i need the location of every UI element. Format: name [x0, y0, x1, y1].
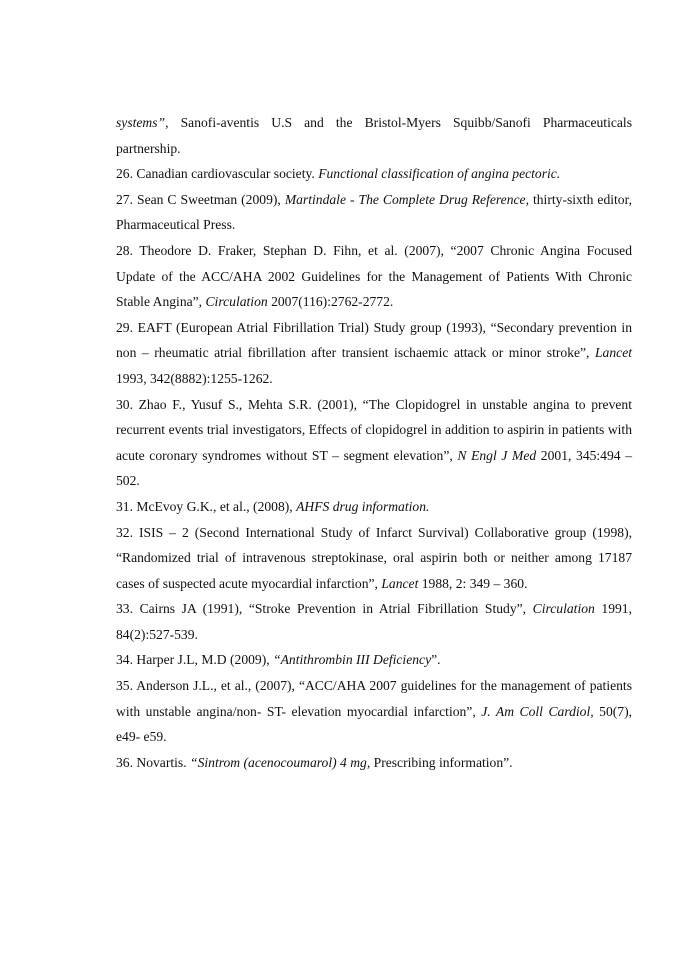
- reference-text: 36. Novartis.: [116, 754, 191, 770]
- reference-text: 50(7), e49- e59.: [116, 703, 632, 745]
- reference-36: [116, 750, 632, 776]
- reference-text: 1988, 2: 349 – 360.: [418, 575, 528, 591]
- reference-27: [116, 187, 632, 238]
- reference-text: 26. Canadian cardiovascular society.: [116, 166, 319, 182]
- reference-continuation: [116, 110, 632, 161]
- reference-34: [116, 647, 632, 673]
- reference-italic-text: Circulation: [205, 294, 268, 310]
- reference-text: 1991, 84(2):527-539.: [116, 601, 633, 642]
- reference-35: [116, 673, 632, 750]
- reference-list: [116, 110, 632, 775]
- reference-italic-text: Circulation: [532, 601, 595, 617]
- reference-italic-text: N Engl J Med: [457, 447, 537, 463]
- reference-italic-text: Functional classification of angina pectoric.: [318, 166, 561, 182]
- reference-text: , Prescribing information”.: [366, 754, 513, 770]
- reference-31: [116, 494, 632, 520]
- reference-italic-text: “Sintrom (acenocoumarol) 4 mg: [190, 754, 367, 770]
- reference-text: , thirty-sixth editor, Pharmaceutical Press.: [116, 191, 632, 233]
- reference-29: [116, 315, 632, 392]
- reference-italic-text: “Antithrombin III Deficiency: [273, 652, 432, 668]
- reference-italic-text: J. Am Coll Cardiol,: [481, 703, 594, 719]
- reference-italic-text: Lancet: [595, 345, 632, 361]
- reference-text: 2007(116):2762-2772.: [267, 294, 394, 310]
- reference-text: 33. Cairns JA (1991), “Stroke Prevention in Atrial Fibrillation Study”,: [116, 601, 533, 617]
- reference-text: 29. EAFT (European Atrial Fibrillation Trial) Study group (1993), “Secondary prevention in non – rheumatic atrial fibrillation after transient ischaemic attack or minor stroke”,: [116, 319, 632, 361]
- reference-30: [116, 392, 632, 494]
- reference-33: [116, 596, 632, 647]
- reference-text: 2001, 345:494 – 502.: [116, 447, 632, 489]
- reference-text: 28. Theodore D. Fraker, Stephan D. Fihn, et al. (2007), “2007 Chronic Angina Focused Update of the ACC/AHA 2002 Guidelines for the Management of Patients With Chronic Stable Angina”,: [116, 242, 632, 310]
- reference-text: 35. Anderson J.L., et al., (2007), “ACC/AHA 2007 guidelines for the management of patients with unstable angina/non- ST- elevation myocardial infarction”,: [116, 678, 632, 719]
- reference-italic-text: Martindale - The Complete Drug Reference: [284, 191, 526, 207]
- reference-text: 27. Sean C Sweetman (2009),: [116, 191, 285, 207]
- reference-italic-text: Lancet: [381, 575, 419, 591]
- reference-28: [116, 238, 632, 315]
- reference-26: [116, 161, 632, 187]
- reference-text: 1993, 342(8882):1255-1262.: [116, 370, 273, 386]
- reference-32: [116, 520, 632, 597]
- reference-text: 30. Zhao F., Yusuf S., Mehta S.R. (2001), “The Clopidogrel in unstable angina to prevent recurrent events trial investigators, Effects of clopidogrel in addition to aspirin in patients with acute coronary syndromes without ST – segment elevation”,: [116, 396, 632, 463]
- reference-italic-text: AHFS drug information.: [296, 498, 430, 514]
- reference-text: 31. McEvoy G.K., et al., (2008),: [116, 498, 297, 514]
- reference-text: , Sanofi-aventis U.S and the Bristol-Myers Squibb/Sanofi Pharmaceuticals partnership.: [116, 115, 632, 156]
- reference-text: ”.: [431, 652, 441, 668]
- reference-text: 32. ISIS – 2 (Second International Study of Infarct Survival) Collaborative group (1998), “Randomized trial of intravenous streptokinase, oral aspirin both or neither among 17187 cases of suspected acute myocardial infarction”,: [116, 524, 632, 591]
- reference-text: 34. Harper J.L, M.D (2009),: [116, 652, 274, 668]
- reference-italic-text: systems”: [116, 115, 166, 130]
